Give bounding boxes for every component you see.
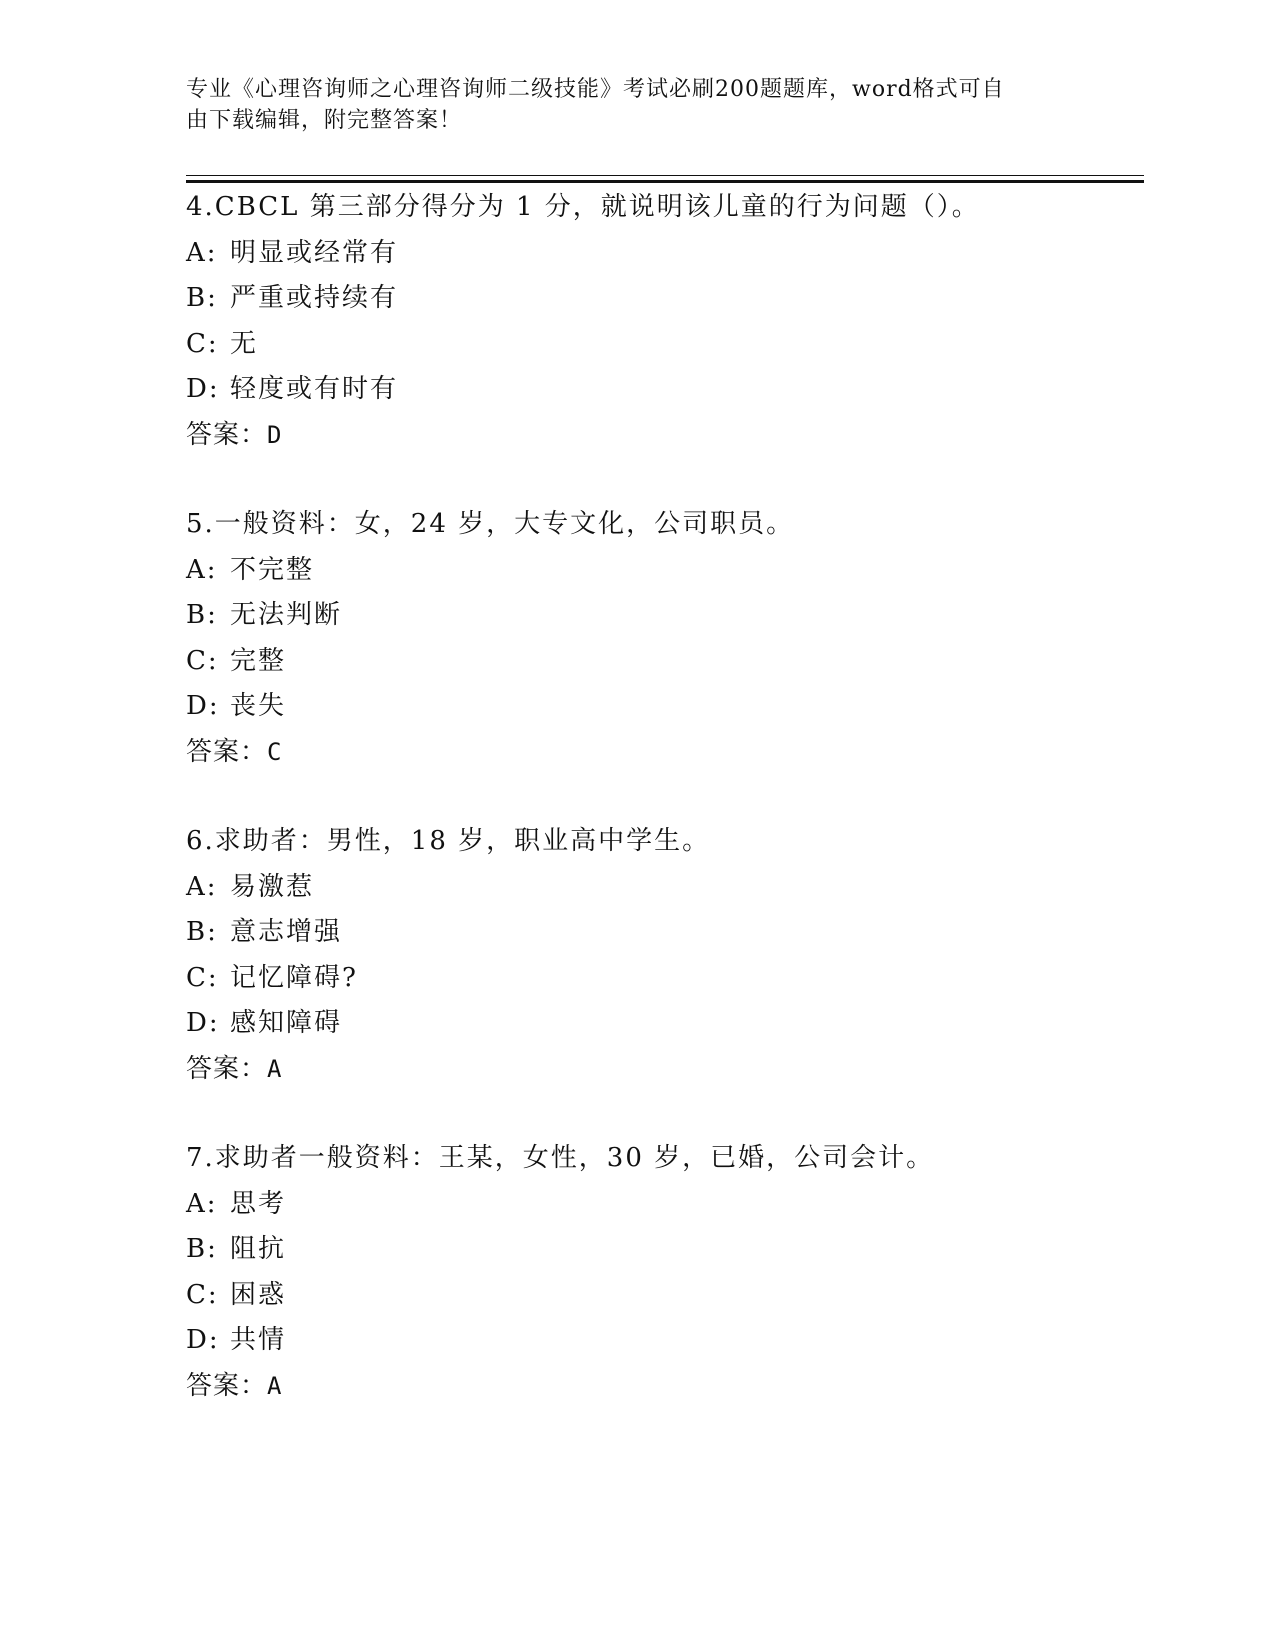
option-c <box>186 322 1146 368</box>
option-d <box>186 367 1146 413</box>
option-text: 完整 <box>230 645 287 676</box>
option-text: 共情 <box>230 1325 287 1356</box>
header-divider-thick <box>186 180 1144 183</box>
option-d <box>186 1318 1146 1364</box>
option-text: 不完整 <box>230 554 315 585</box>
option-letter: C: <box>186 645 219 676</box>
question-block <box>186 185 1146 459</box>
option-text: 无法判断 <box>230 600 343 631</box>
option-c <box>186 639 1146 685</box>
answer-line <box>186 1364 1146 1410</box>
option-b <box>186 1227 1146 1273</box>
answer-value: A <box>267 1371 283 1400</box>
option-letter: A: <box>186 871 218 902</box>
document-header <box>186 74 1056 136</box>
option-a <box>186 1182 1146 1228</box>
question-block <box>186 502 1146 776</box>
option-text: 困惑 <box>230 1279 287 1310</box>
option-letter: C: <box>186 328 219 359</box>
answer-label: 答案： <box>186 1370 268 1401</box>
answer-value: A <box>267 1054 283 1083</box>
option-text: 易激惹 <box>230 871 315 902</box>
option-b <box>186 276 1146 322</box>
option-a <box>186 865 1146 911</box>
option-text: 轻度或有时有 <box>230 374 399 405</box>
option-text: 思考 <box>230 1188 287 1219</box>
question-stem: 6.求助者：男性，18 岁，职业高中学生。 <box>186 826 711 856</box>
header-line-1: 专业《心理咨询师之心理咨询师二级技能》考试必刷200题题库，word格式可自 <box>186 77 1005 102</box>
option-letter: B: <box>186 283 218 314</box>
header-line-2: 由下载编辑，附完整答案！ <box>186 108 463 133</box>
option-letter: D: <box>186 691 220 722</box>
option-text: 记忆障碍? <box>230 962 358 993</box>
option-text: 感知障碍 <box>230 1008 343 1039</box>
question-stem: 4.CBCL 第三部分得分为 1 分，就说明该儿童的行为问题（）。 <box>186 192 980 222</box>
option-text: 阻抗 <box>230 1234 287 1265</box>
option-letter: C: <box>186 1279 219 1310</box>
question-block <box>186 819 1146 1093</box>
option-a <box>186 231 1146 277</box>
option-letter: D: <box>186 1325 220 1356</box>
option-letter: A: <box>186 1188 218 1219</box>
answer-line <box>186 730 1146 776</box>
option-letter: B: <box>186 917 218 948</box>
question-stem: 5.一般资料：女，24 岁，大专文化，公司职员。 <box>186 509 795 539</box>
option-b <box>186 593 1146 639</box>
header-divider-thin <box>186 175 1144 176</box>
option-c <box>186 1273 1146 1319</box>
option-d <box>186 684 1146 730</box>
answer-label: 答案： <box>186 419 268 450</box>
answer-line <box>186 1047 1146 1093</box>
option-d <box>186 1001 1146 1047</box>
option-letter: D: <box>186 1008 220 1039</box>
option-a <box>186 548 1146 594</box>
question-block <box>186 1136 1146 1410</box>
option-letter: A: <box>186 554 218 585</box>
option-text: 丧失 <box>230 691 287 722</box>
option-text: 严重或持续有 <box>230 283 399 314</box>
answer-value: C <box>267 737 283 766</box>
option-letter: A: <box>186 237 218 268</box>
question-stem: 7.求助者一般资料：王某，女性，30 岁，已婚，公司会计。 <box>186 1143 935 1173</box>
option-text: 明显或经常有 <box>230 237 399 268</box>
option-text: 无 <box>230 328 259 359</box>
option-letter: B: <box>186 1234 218 1265</box>
option-letter: C: <box>186 962 219 993</box>
answer-label: 答案： <box>186 1053 268 1084</box>
answer-label: 答案： <box>186 736 268 767</box>
option-letter: D: <box>186 374 220 405</box>
option-letter: B: <box>186 600 218 631</box>
answer-line <box>186 413 1146 459</box>
answer-value: D <box>267 420 283 449</box>
option-text: 意志增强 <box>230 917 343 948</box>
option-b <box>186 910 1146 956</box>
option-c <box>186 956 1146 1002</box>
